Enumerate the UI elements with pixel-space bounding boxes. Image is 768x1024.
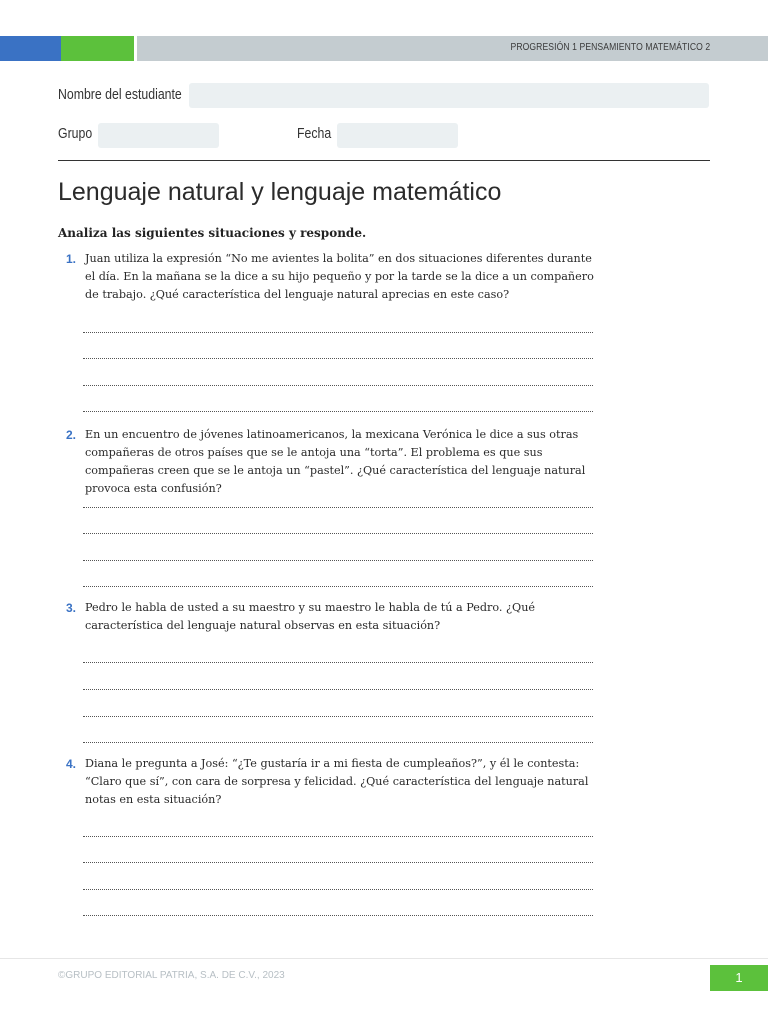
instructions: Analiza las siguientes situaciones y responde.	[58, 226, 367, 240]
header-grey-band	[137, 36, 768, 61]
answer-2-line-3[interactable]	[83, 560, 593, 561]
answer-2-line-2[interactable]	[83, 533, 593, 534]
answer-1-line-1[interactable]	[83, 332, 593, 333]
answer-4-line-3[interactable]	[83, 889, 593, 890]
question-4-number: 4.	[66, 757, 77, 771]
answer-1-line-2[interactable]	[83, 358, 593, 359]
question-4-text: Diana le pregunta a José: “¿Te gustaría ir a mi fiesta de cumpleaños?”, y él le contesta: “Claro que sí”, con cara de sorpresa y felicidad. ¿Qué característica del lenguaje natural notas en esta situación?	[85, 757, 589, 806]
question-2-text: En un encuentro de jóvenes latinoamericanos, la mexicana Verónica le dice a sus otras compañeras de otros países que se le antoja una “torta”. El problema es que sus compañeras creen que se le antoja un “pastel”. ¿Qué característica del lenguaje natural provoca esta confusión?	[85, 428, 586, 495]
page-number: 1	[710, 965, 768, 991]
answer-4-line-2[interactable]	[83, 862, 593, 863]
page-title: Lenguaje natural y lenguaje matemático	[58, 178, 502, 206]
answer-2-line-4[interactable]	[83, 586, 593, 587]
footer-divider	[0, 958, 768, 959]
date-label: Fecha	[297, 125, 332, 142]
answer-1-line-4[interactable]	[83, 411, 593, 412]
question-3-text: Pedro le habla de usted a su maestro y su maestro le habla de tú a Pedro. ¿Qué característica del lenguaje natural observas en esta situación?	[85, 601, 536, 632]
header-bar	[0, 36, 768, 61]
answer-3-line-1[interactable]	[83, 662, 593, 663]
group-label: Grupo	[58, 125, 93, 142]
answer-3-line-3[interactable]	[83, 716, 593, 717]
form-divider	[58, 160, 710, 161]
date-field[interactable]	[337, 123, 458, 148]
answer-4-line-1[interactable]	[83, 836, 593, 837]
copyright-text: ©GRUPO EDITORIAL PATRIA, S.A. DE C.V., 2023	[58, 970, 285, 981]
question-3-number: 3.	[66, 601, 77, 615]
answer-1-line-3[interactable]	[83, 385, 593, 386]
header-section-text: PROGRESIÓN 1 PENSAMIENTO MATEMÁTICO 2	[510, 42, 710, 53]
answer-2-line-1[interactable]	[83, 507, 593, 508]
question-1-number: 1.	[66, 252, 77, 266]
student-name-label: Nombre del estudiante	[58, 86, 182, 103]
answer-4-line-4[interactable]	[83, 915, 593, 916]
answer-3-line-4[interactable]	[83, 742, 593, 743]
group-field[interactable]	[98, 123, 219, 148]
answer-3-line-2[interactable]	[83, 689, 593, 690]
header-blue-block	[0, 36, 61, 61]
header-green-block	[61, 36, 134, 61]
question-1-text: Juan utiliza la expresión “No me avientes la bolita” en dos situaciones diferentes durante el día. En la mañana se la dice a su hijo pequeño y por la tarde se la dice a un compañero de trabajo. ¿Qué característica del lenguaje natural aprecias en este caso?	[85, 252, 594, 301]
student-name-field[interactable]	[189, 83, 709, 108]
question-2-number: 2.	[66, 428, 77, 442]
